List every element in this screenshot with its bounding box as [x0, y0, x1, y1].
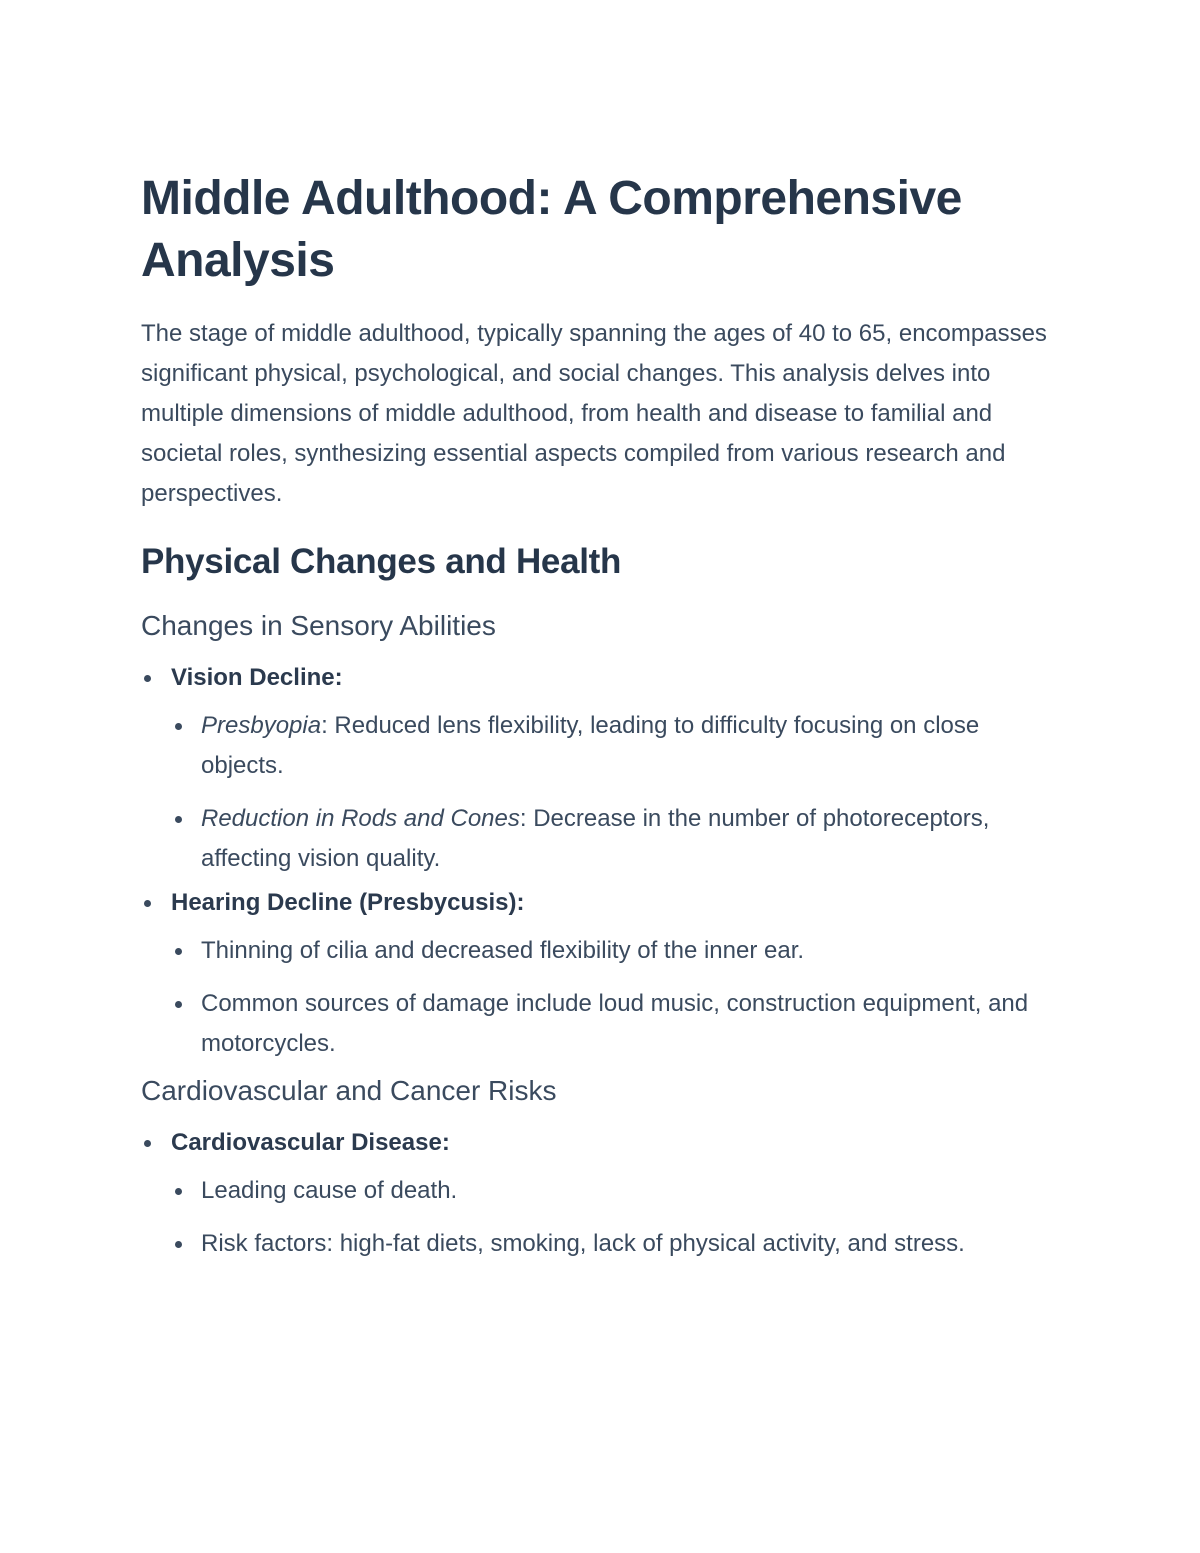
- sublist-item: Thinning of cilia and decreased flexibility of the inner ear.: [171, 931, 1061, 971]
- document-title: Middle Adulthood: A Comprehensive Analysis: [141, 172, 962, 287]
- list-item-lead: Hearing Decline (Presbycusis):: [171, 889, 525, 916]
- list-item-cardiovascular: [141, 1123, 1061, 1264]
- document-page: [141, 168, 1061, 1277]
- list-item-lead: Cardiovascular Disease:: [171, 1129, 450, 1156]
- hearing-sublist: [171, 931, 1061, 1064]
- sublist-item: Risk factors: high-fat diets, smoking, lack of physical activity, and stress.: [171, 1224, 1061, 1264]
- term-description: : Reduced lens flexibility, leading to difficulty focusing on close objects.: [201, 712, 980, 779]
- section-heading-physical-changes: Physical Changes and Health: [141, 542, 622, 581]
- sublist-item-presbyopia: [171, 706, 1061, 786]
- term-description: : Decrease in the number of photoreceptors, affecting vision quality.: [201, 805, 990, 872]
- subsection-heading-sensory: Changes in Sensory Abilities: [141, 610, 496, 641]
- sensory-list: [141, 658, 1061, 1064]
- sublist-item-rods-cones: [171, 799, 1061, 879]
- list-item-lead: Vision Decline:: [171, 664, 343, 691]
- sublist-item: Leading cause of death.: [171, 1171, 1061, 1211]
- sublist-item: Common sources of damage include loud music, construction equipment, and motorcycles.: [171, 984, 1061, 1064]
- term-label: Presbyopia: [201, 712, 322, 739]
- subsection-heading-cardio-cancer: Cardiovascular and Cancer Risks: [141, 1075, 557, 1106]
- cardio-list: [141, 1123, 1061, 1264]
- list-item-vision: [141, 658, 1061, 879]
- term-label: Reduction in Rods and Cones: [201, 805, 520, 832]
- vision-sublist: [171, 706, 1061, 879]
- cardio-sublist: [171, 1171, 1061, 1264]
- intro-paragraph: The stage of middle adulthood, typically spanning the ages of 40 to 65, encompasses significant physical, psychological, and social changes. This analysis delves into multiple dimensions of middle adulthood, from health and disease to familial and societal roles, synthesizing essential aspects compiled from various research and perspectives.: [141, 320, 1047, 507]
- list-item-hearing: [141, 883, 1061, 1064]
